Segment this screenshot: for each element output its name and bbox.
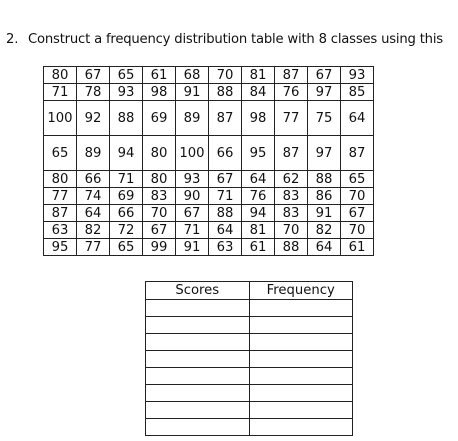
data-table-cell: 87 [209,101,242,136]
data-table-cell: 83 [275,188,308,205]
data-table-cell: 61 [341,239,374,256]
data-table-cell: 85 [341,84,374,101]
data-table-cell: 64 [242,171,275,188]
data-table-cell: 71 [44,84,77,101]
scores-data-table [43,66,374,256]
data-table-cell: 68 [176,67,209,84]
data-table-cell: 65 [44,136,77,171]
frequency-cell[interactable] [249,351,353,368]
data-table-cell: 98 [242,101,275,136]
data-table-row [44,205,374,222]
data-table-cell: 64 [341,101,374,136]
data-table-cell: 80 [44,67,77,84]
data-table-cell: 77 [44,188,77,205]
data-table-cell: 87 [341,136,374,171]
question-text [6,32,443,47]
frequency-table-row [146,402,353,419]
data-table-cell: 87 [44,205,77,222]
data-table-cell: 67 [143,222,176,239]
scores-cell[interactable] [146,385,250,402]
data-table-cell: 67 [77,67,110,84]
data-table-cell: 80 [143,171,176,188]
data-table-cell: 65 [341,171,374,188]
data-table-cell: 80 [143,136,176,171]
frequency-table-row [146,300,353,317]
data-table-cell: 94 [110,136,143,171]
data-table-cell: 67 [176,205,209,222]
question-number: 2. [6,32,19,47]
frequency-table-row [146,368,353,385]
data-table-cell: 76 [242,188,275,205]
data-table-cell: 64 [308,239,341,256]
scores-cell[interactable] [146,419,250,436]
data-table-cell: 86 [308,188,341,205]
data-table-cell: 71 [176,222,209,239]
data-table-row [44,171,374,188]
data-table-cell: 84 [242,84,275,101]
frequency-cell[interactable] [249,334,353,351]
data-table-cell: 90 [176,188,209,205]
frequency-table-header-row [146,282,353,300]
data-table-cell: 80 [44,171,77,188]
scores-cell[interactable] [146,334,250,351]
data-table-cell: 65 [110,67,143,84]
frequency-table-row [146,351,353,368]
data-table-cell: 66 [110,205,143,222]
data-table-cell: 82 [308,222,341,239]
data-table-cell: 89 [77,136,110,171]
frequency-cell[interactable] [249,317,353,334]
frequency-distribution-table [145,281,353,436]
frequency-cell[interactable] [249,368,353,385]
data-table-cell: 70 [341,188,374,205]
data-table-cell: 88 [209,84,242,101]
data-table-cell: 72 [110,222,143,239]
scores-cell[interactable] [146,368,250,385]
data-table-cell: 63 [209,239,242,256]
data-table-cell: 92 [77,101,110,136]
data-table-cell: 71 [209,188,242,205]
data-table-cell: 87 [275,67,308,84]
data-table-cell: 82 [77,222,110,239]
data-table-cell: 88 [209,205,242,222]
frequency-cell[interactable] [249,385,353,402]
data-table-cell: 93 [176,171,209,188]
data-table-cell: 98 [143,84,176,101]
data-table-cell: 67 [308,67,341,84]
scores-cell[interactable] [146,317,250,334]
data-table-cell: 70 [275,222,308,239]
data-table-cell: 67 [209,171,242,188]
scores-column-header: Scores [146,282,250,300]
data-table-cell: 100 [176,136,209,171]
data-table-cell: 61 [143,67,176,84]
frequency-table-row [146,334,353,351]
data-table-cell: 81 [242,67,275,84]
data-table-cell: 75 [308,101,341,136]
data-table-cell: 71 [110,171,143,188]
data-table-row [44,222,374,239]
data-table-cell: 67 [341,205,374,222]
data-table-cell: 89 [176,101,209,136]
data-table-cell: 70 [209,67,242,84]
data-table-cell: 95 [242,136,275,171]
data-table-cell: 70 [341,222,374,239]
data-table-cell: 65 [110,239,143,256]
data-table-cell: 61 [242,239,275,256]
data-table-cell: 62 [275,171,308,188]
data-table-cell: 63 [44,222,77,239]
frequency-table-row [146,317,353,334]
data-table-row [44,101,374,136]
data-table-cell: 77 [275,101,308,136]
data-table-cell: 91 [176,239,209,256]
data-table-cell: 78 [77,84,110,101]
data-table-cell: 91 [176,84,209,101]
data-table-cell: 100 [44,101,77,136]
scores-cell[interactable] [146,402,250,419]
data-table-cell: 64 [209,222,242,239]
data-table-cell: 69 [110,188,143,205]
data-table-cell: 95 [44,239,77,256]
frequency-table-row [146,419,353,436]
data-table-cell: 93 [110,84,143,101]
data-table-cell: 66 [77,171,110,188]
scores-cell[interactable] [146,300,250,317]
data-table-cell: 70 [143,205,176,222]
data-table-cell: 88 [275,239,308,256]
data-table-cell: 88 [308,171,341,188]
question-prompt: Construct a frequency distribution table with 8 classes using this [28,32,443,47]
data-table-row [44,188,374,205]
frequency-table-row [146,385,353,402]
frequency-cell[interactable] [249,300,353,317]
data-table-row [44,239,374,256]
frequency-cell[interactable] [249,402,353,419]
data-table-cell: 91 [308,205,341,222]
data-table-row [44,84,374,101]
data-table-cell: 81 [242,222,275,239]
data-table-cell: 69 [143,101,176,136]
data-table-cell: 88 [110,101,143,136]
data-table-cell: 74 [77,188,110,205]
data-table-cell: 94 [242,205,275,222]
data-table-cell: 99 [143,239,176,256]
data-table-cell: 83 [275,205,308,222]
frequency-column-header: Frequency [249,282,353,300]
data-table-cell: 87 [275,136,308,171]
data-table-cell: 76 [275,84,308,101]
data-table-cell: 64 [77,205,110,222]
frequency-cell[interactable] [249,419,353,436]
data-table-cell: 97 [308,84,341,101]
data-table-cell: 97 [308,136,341,171]
data-table-cell: 66 [209,136,242,171]
data-table-cell: 93 [341,67,374,84]
data-table-row [44,136,374,171]
data-table-row [44,67,374,84]
data-table-cell: 83 [143,188,176,205]
data-table-cell: 77 [77,239,110,256]
scores-cell[interactable] [146,351,250,368]
